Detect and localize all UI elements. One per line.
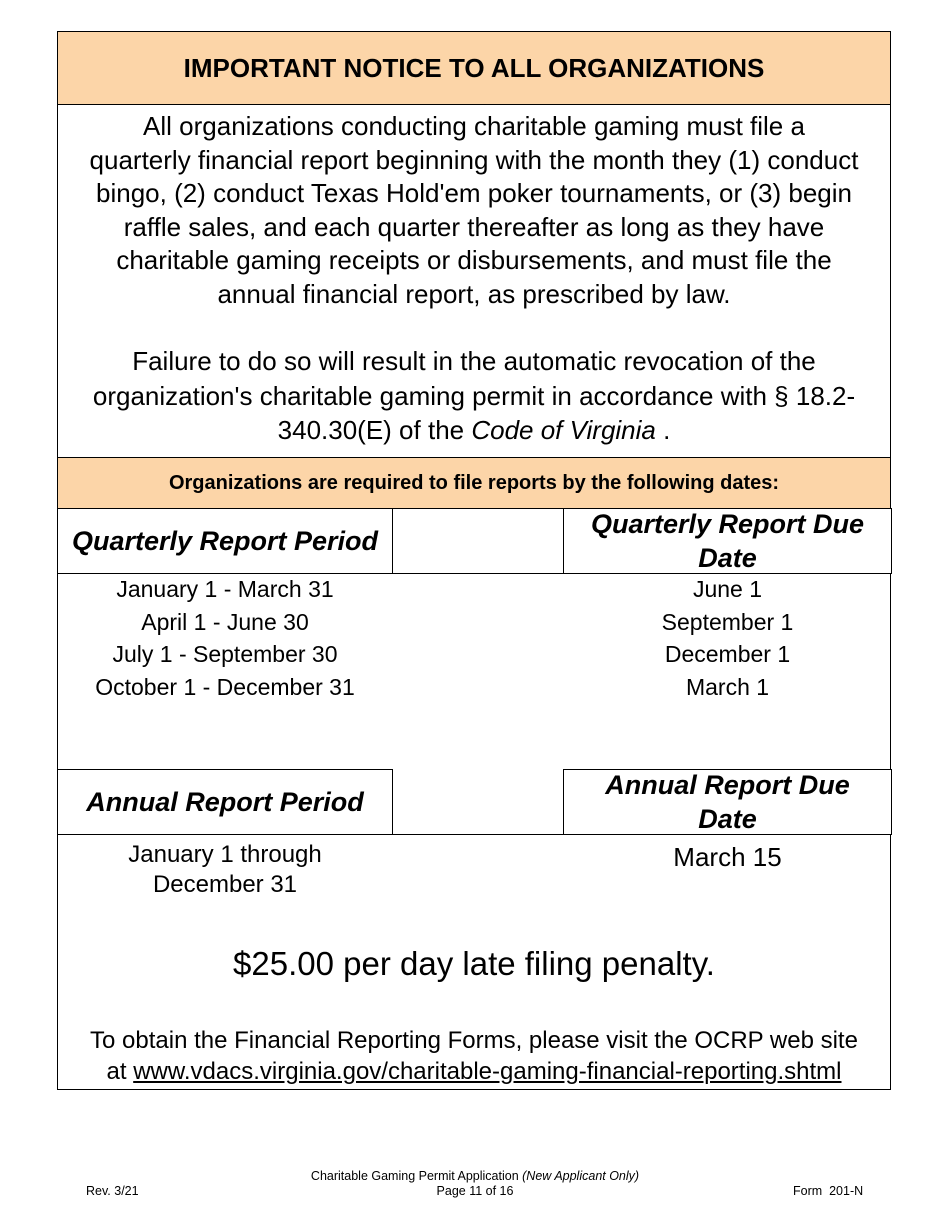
annual-due-header-line: Date	[698, 804, 757, 834]
notice-paragraph-1-line: bingo, (2) conduct Texas Hold'em poker tournaments, or (3) begin	[96, 178, 852, 208]
quarterly-period: July 1 - September 30	[112, 641, 338, 667]
annual-period-header	[57, 769, 393, 835]
notice-paragraph-1-line: annual financial report, as prescribed by law.	[217, 278, 731, 309]
code-of-virginia: Code of Virginia	[471, 415, 656, 445]
footer-page-number: Page 11 of 16	[436, 1184, 514, 1198]
notice-paragraph-2	[58, 344, 890, 448]
notice-paragraph-1-line: All organizations conducting charitable gaming must file a	[143, 111, 805, 141]
quarterly-period: April 1 - June 30	[141, 608, 309, 635]
quarterly-due-date: September 1	[661, 608, 794, 635]
quarterly-due-header-line: Quarterly Report Due	[590, 509, 865, 539]
annual-due-header	[563, 769, 892, 835]
notice-paragraph-2-line: Failure to do so will result in the automatic revocation of the	[132, 346, 816, 376]
annual-period-line: January 1 through	[128, 841, 322, 868]
annual-period-header-label: Annual Report Period	[86, 787, 364, 817]
notice-frame	[57, 31, 891, 1090]
financial-forms-notice	[58, 1025, 890, 1087]
quarterly-period-header	[57, 508, 393, 574]
late-filing-penalty: $25.00 per day late filing penalty.	[233, 945, 715, 982]
financial-forms-line: To obtain the Financial Reporting Forms, please visit the OCRP web site	[90, 1027, 858, 1054]
quarterly-due-header-line: Date	[698, 543, 757, 573]
annual-due-header-line: Annual Report Due	[605, 770, 850, 800]
annual-divider	[58, 834, 890, 835]
notice-paragraph-1	[58, 110, 890, 311]
footer-application-name: Charitable Gaming Permit Application	[310, 1169, 523, 1183]
statute-reference: 340.30(E) of the	[277, 415, 472, 445]
notice-paragraph-2-line: organization's charitable gaming permit in accordance with § 18.2-	[92, 380, 856, 411]
paragraph-end: .	[655, 415, 671, 445]
quarterly-due-dates	[563, 573, 892, 703]
annual-due-date: March 15	[673, 842, 782, 872]
notice-paragraph-1-line: raffle sales, and each quarter thereafter as long as they have	[123, 211, 825, 242]
quarterly-period: October 1 - December 31	[95, 673, 355, 700]
quarterly-due-header-label	[591, 507, 864, 575]
url-prefix: at	[106, 1058, 134, 1085]
quarterly-due-header	[563, 508, 892, 574]
annual-due-header-label	[605, 768, 850, 836]
annual-period	[58, 840, 392, 900]
notice-paragraph-1-line: charitable gaming receipts or disbursements, and must file the	[116, 245, 832, 275]
footer-applicant-type: (New Applicant Only)	[522, 1169, 640, 1183]
dates-heading: Organizations are required to file reports by the following dates:	[58, 457, 890, 509]
footer-form-number: Form 201-N	[793, 1184, 864, 1198]
quarterly-period-header-label: Quarterly Report Period	[71, 526, 379, 556]
financial-forms-line	[58, 1056, 890, 1087]
notice-paragraph-2-line	[58, 413, 890, 448]
notice-paragraph-1-line: quarterly financial report beginning with the month they (1) conduct	[89, 144, 859, 175]
quarterly-due-date: June 1	[692, 576, 763, 602]
notice-title: IMPORTANT NOTICE TO ALL ORGANIZATIONS	[58, 32, 890, 105]
quarterly-periods	[58, 573, 392, 703]
quarterly-period: January 1 - March 31	[116, 576, 334, 602]
annual-period-line: December 31	[152, 871, 298, 898]
quarterly-due-date: December 1	[664, 641, 791, 667]
quarterly-due-date: March 1	[685, 673, 770, 700]
financial-reporting-link[interactable]: www.vdacs.virginia.gov/charitable-gaming-financial-reporting.shtml	[133, 1058, 842, 1085]
footer-revision: Rev. 3/21	[86, 1184, 139, 1198]
footer-application-title	[0, 1169, 950, 1184]
